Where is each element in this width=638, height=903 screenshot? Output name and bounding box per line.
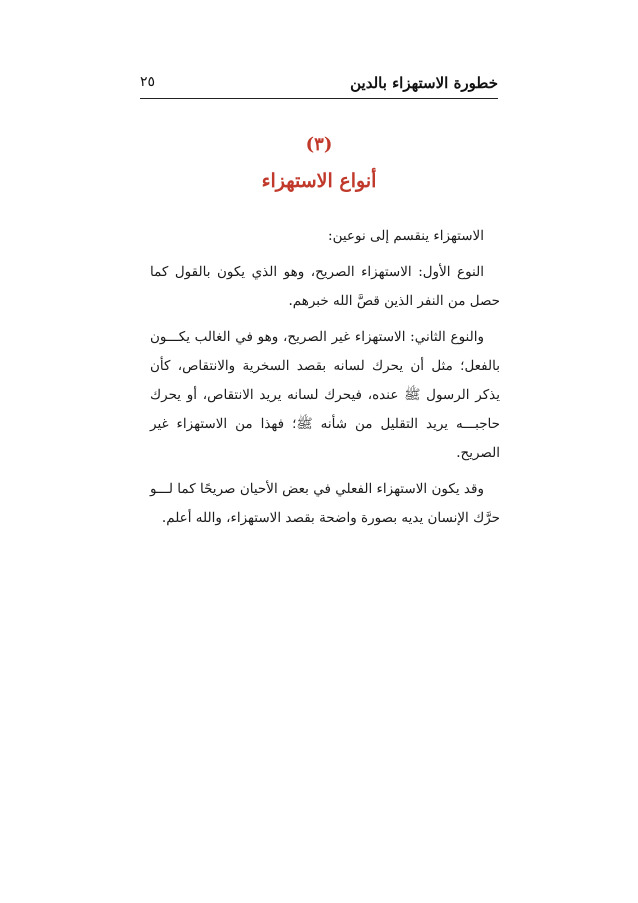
chapter-title: أنواع الاستهزاء [261,170,377,192]
body-text [150,222,500,540]
paragraph-second-type: والنوع الثاني: الاستهزاء غير الصريح، وهو في الغالب يكـــون بالفعل؛ مثل أن يحرك لسانه بقصد السخرية والانتقاص، كأن يذكر الرسول ﷺ عنده، فيحرك لسانه يريد الانتقاص، أو يحرك حاجبـــه يريد التقليل من شأنه ﷺ؛ فهذا من الاستهزاء غير الصريح. [150,329,500,461]
paragraph-conclusion: وقد يكون الاستهزاء الفعلي في بعض الأحيان صريحًا كما لـــو حرَّك الإنسان يديه بصورة واضحة بقصد الاستهزاء، والله أعلم. [150,481,500,526]
running-header [140,68,498,99]
chapter-number: (٣) [305,134,333,155]
paragraph-first-type: النوع الأول: الاستهزاء الصريح، وهو الذي يكون بالقول كما حصل من النفر الذين قصَّ الله خبرهم. [150,264,500,309]
paragraph-intro: الاستهزاء ينقسم إلى نوعين: [328,228,484,244]
page-number: ٢٥ [140,74,156,90]
book-title: خطورة الاستهزاء بالدين [350,74,498,92]
